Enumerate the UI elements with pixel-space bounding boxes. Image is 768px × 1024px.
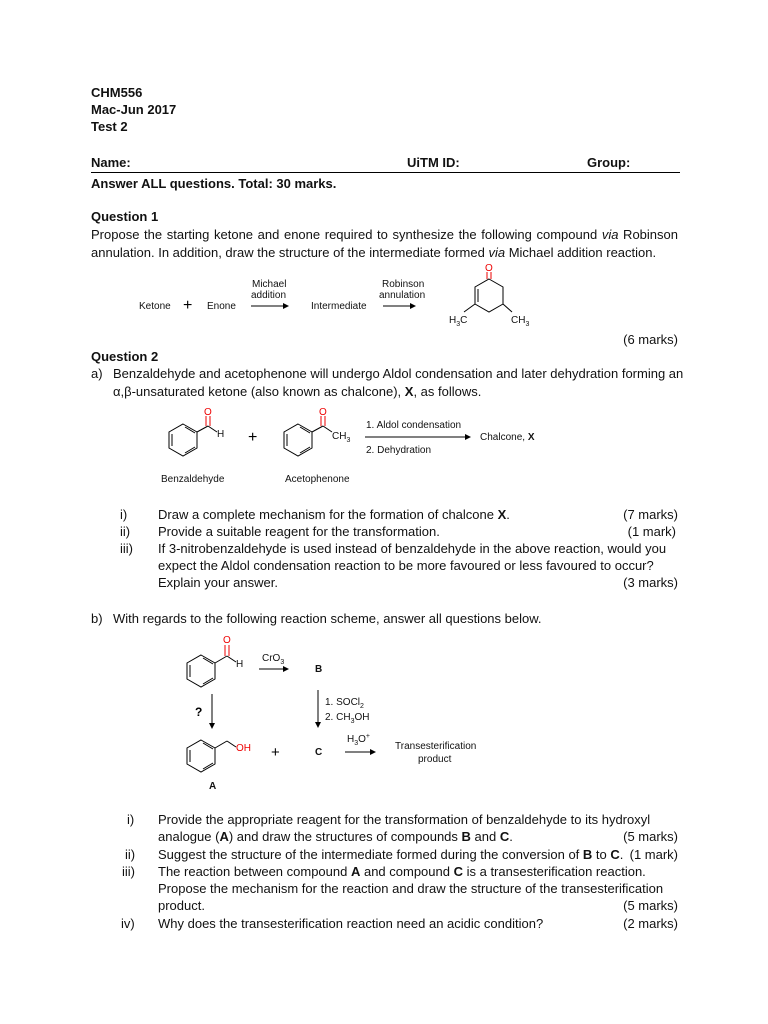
question-1-marks: (6 marks) xyxy=(623,332,678,347)
step-1-socl2: 1. SOCl$_2$ xyxy=(325,697,364,710)
arrow-1-line-1: Michael xyxy=(252,279,287,290)
benzaldehyde-oxygen: O xyxy=(204,407,212,418)
step-2-methanol: 2. $CH_3OH$ xyxy=(325,712,370,725)
compound-b: B xyxy=(315,664,323,675)
acid-catalyst: $H_3O^+$ xyxy=(347,733,371,747)
methyl-group: $CH_3$ xyxy=(332,431,351,444)
step-2-label: 2. Dehydration xyxy=(366,445,432,456)
aldehyde-hydrogen: H xyxy=(236,659,244,670)
item-b-ii-text: Suggest the structure of the intermediate formed during the conversion of B to C. xyxy=(158,847,624,862)
test-number: Test 2 xyxy=(91,119,128,134)
item-a-ii-number: ii) xyxy=(120,524,131,539)
item-a-iii-number: iii) xyxy=(120,541,133,556)
compound-c: C xyxy=(315,747,323,758)
item-a-iii-marks: (3 marks) xyxy=(623,575,678,590)
item-b-i-line-2: analogue (A) and draw the structures of compounds B and C. xyxy=(158,829,513,844)
product-line-1: Transesterification xyxy=(395,741,477,752)
item-b-iii-line-2: Propose the mechanism for the reaction and draw the structure of the transesterification xyxy=(158,881,664,896)
aldehyde-oxygen: O xyxy=(223,635,231,646)
item-b-iv-marks: (2 marks) xyxy=(623,916,678,931)
name-label: Name: xyxy=(91,155,131,170)
item-b-i-number: i) xyxy=(127,812,135,827)
item-b-i-marks: (5 marks) xyxy=(623,829,678,844)
course-code: CHM556 xyxy=(91,85,143,100)
item-b-iii-line-1: The reaction between compound A and compound C is a transesterification reaction. xyxy=(158,864,646,879)
arrow-2-line-2: annulation xyxy=(379,290,426,301)
plus-sign: + xyxy=(248,429,258,446)
aldehyde-hydrogen: H xyxy=(217,429,225,440)
item-a-i-number: i) xyxy=(120,507,128,522)
session: Mac-Jun 2017 xyxy=(91,102,177,117)
item-b-ii-number: ii) xyxy=(125,847,136,862)
item-a-i-text: Draw a complete mechanism for the formation of chalcone X. xyxy=(158,507,510,522)
item-a-ii-marks: (1 mark) xyxy=(627,524,676,539)
item-a-iii-line-2: expect the Aldol condensation reaction to be more favoured or less favoured to occur? xyxy=(158,558,654,573)
arrow-2-line-1: Robinson xyxy=(382,279,425,290)
acetophenone-oxygen: O xyxy=(319,407,327,418)
part-a-text-2: α,β-unsaturated ketone (also known as chalcone), X, as follows. xyxy=(113,384,482,399)
group-label: Group: xyxy=(587,155,631,170)
question-1-title: Question 1 xyxy=(91,209,159,224)
item-a-ii-text: Provide a suitable reagent for the transformation. xyxy=(158,524,440,539)
compound-a: A xyxy=(209,781,217,792)
question-1-text: Propose the starting ketone and enone required to synthesize the following compound via Robinson annulation. In addition, draw the structure of the intermediate formed via Michael addition reaction. xyxy=(91,227,678,260)
chalcone-product: Chalcone, X xyxy=(480,432,535,443)
arrow-1-line-2: addition xyxy=(251,290,287,301)
item-b-i-line-1: Provide the appropriate reagent for the transformation of benzaldehyde to its hydroxyl xyxy=(158,812,651,827)
item-b-iii-line-3: product. xyxy=(158,898,205,913)
unknown-reagent: ? xyxy=(195,705,203,719)
step-1-label: 1. Aldol condensation xyxy=(366,420,462,431)
plus-sign: + xyxy=(271,744,280,761)
carbonyl-oxygen: O xyxy=(485,263,493,274)
hydroxyl-group: OH xyxy=(236,743,251,754)
product-line-2: product xyxy=(418,754,452,765)
methyl-right: $CH_3$ xyxy=(511,315,530,328)
item-b-iii-marks: (5 marks) xyxy=(623,898,678,913)
part-b-label: b) xyxy=(91,611,103,626)
instructions: Answer ALL questions. Total: 30 marks. xyxy=(91,176,337,191)
plus-sign: + xyxy=(183,297,193,314)
item-b-iv-number: iv) xyxy=(121,916,135,931)
question-2-title: Question 2 xyxy=(91,349,159,364)
intermediate-label: Intermediate xyxy=(311,301,367,312)
uitm-id-label: UiTM ID: xyxy=(407,155,460,170)
cro3-reagent: CrO$_3$ xyxy=(262,653,285,666)
part-a-text-1: Benzaldehyde and acetophenone will undergo Aldol condensation and later dehydration forming an xyxy=(113,366,684,381)
item-b-ii-marks: (1 mark) xyxy=(629,847,678,862)
ketone-label: Ketone xyxy=(139,301,171,312)
acetophenone-label: Acetophenone xyxy=(285,474,350,485)
item-a-iii-line-1: If 3-nitrobenzaldehyde is used instead of benzaldehyde in the above reaction, would you xyxy=(158,541,667,556)
benzaldehyde-label: Benzaldehyde xyxy=(161,474,225,485)
item-b-iii-number: iii) xyxy=(122,864,135,879)
benzaldehyde-structure-b xyxy=(187,645,236,687)
part-b-text: With regards to the following reaction scheme, answer all questions below. xyxy=(113,611,542,626)
item-a-iii-line-3: Explain your answer. xyxy=(158,575,278,590)
enone-label: Enone xyxy=(207,301,236,312)
item-a-i-marks: (7 marks) xyxy=(623,507,678,522)
item-b-iv-text: Why does the transesterification reaction need an acidic condition? xyxy=(158,916,544,931)
part-a-label: a) xyxy=(91,366,103,381)
benzyl-alcohol-structure xyxy=(187,740,236,772)
methyl-left: $H_3C$ xyxy=(449,315,468,328)
